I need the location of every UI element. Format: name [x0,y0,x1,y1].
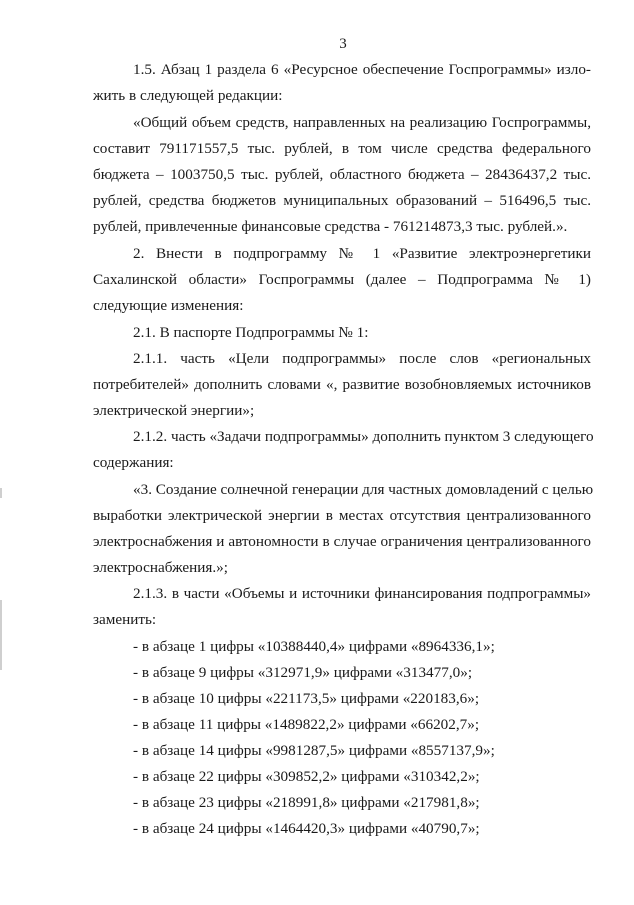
paragraph-line: потребителей» дополнить словами «, развитие возобновляемых источников [93,376,591,393]
paragraph-line: составит 791171557,5 тыс. рублей, в том числе средства федерального [93,140,591,157]
paragraph-line: выработки электрической энергии в местах отсутствия централизованного [93,507,591,524]
paragraph-line: «Общий объем средств, направленных на реализацию Госпрограммы, [133,114,591,131]
paragraph-line: электроснабжения и автономности в случае ограничения централизованного [93,533,591,550]
paragraph-line: электроснабжения.»; [93,559,228,576]
paragraph-line: 1.5. Абзац 1 раздела 6 «Ресурсное обеспечение Госпрограммы» изло- [133,61,591,78]
scan-edge-mark [0,488,2,498]
list-item: - в абзаце 24 цифры «1464420,3» цифрами «40790,7»; [133,820,480,837]
paragraph-line: 2.1.2. часть «Задачи подпрограммы» дополнить пунктом 3 следующего [133,428,594,445]
paragraph-line: рублей, привлеченные финансовые средства - 761214873,3 тыс. рублей.». [93,218,568,235]
page-number: 3 [339,36,347,52]
paragraph-line: бюджета – 1003750,5 тыс. рублей, областного бюджета – 28436437,2 тыс. [93,166,591,183]
scan-edge-mark [0,600,2,670]
list-item: - в абзаце 9 цифры «312971,9» цифрами «313477,0»; [133,664,473,681]
list-item: - в абзаце 22 цифры «309852,2» цифрами «310342,2»; [133,768,480,785]
list-item: - в абзаце 14 цифры «9981287,5» цифрами «8557137,9»; [133,742,495,759]
paragraph-line: 2.1. В паспорте Подпрограммы № 1: [133,324,369,341]
paragraph-line: рублей, средства бюджетов муниципальных образований – 516496,5 тыс. [93,192,591,209]
paragraph-line: электрической энергии»; [93,402,255,419]
paragraph-line: содержания: [93,454,174,471]
paragraph-line: 2. Внести в подпрограмму № 1 «Развитие электроэнергетики [133,245,591,262]
paragraph-line: 2.1.1. часть «Цели подпрограммы» после слов «региональных [133,350,591,367]
list-item: - в абзаце 1 цифры «10388440,4» цифрами «8964336,1»; [133,638,495,655]
paragraph-line: заменить: [93,611,157,628]
list-item: - в абзаце 23 цифры «218991,8» цифрами «217981,8»; [133,794,480,811]
list-item: - в абзаце 11 цифры «1489822,2» цифрами «66202,7»; [133,716,480,733]
paragraph-line: Сахалинской области» Госпрограммы (далее – Подпрограмма № 1) [93,271,591,288]
paragraph-line: жить в следующей редакции: [93,87,283,104]
paragraph-line: следующие изменения: [93,297,244,314]
paragraph-line: 2.1.3. в части «Объемы и источники финансирования подпрограммы» [133,585,591,602]
paragraph-line: «3. Создание солнечной генерации для частных домовладений с целью [133,481,594,498]
list-item: - в абзаце 10 цифры «221173,5» цифрами «220183,6»; [133,690,480,707]
